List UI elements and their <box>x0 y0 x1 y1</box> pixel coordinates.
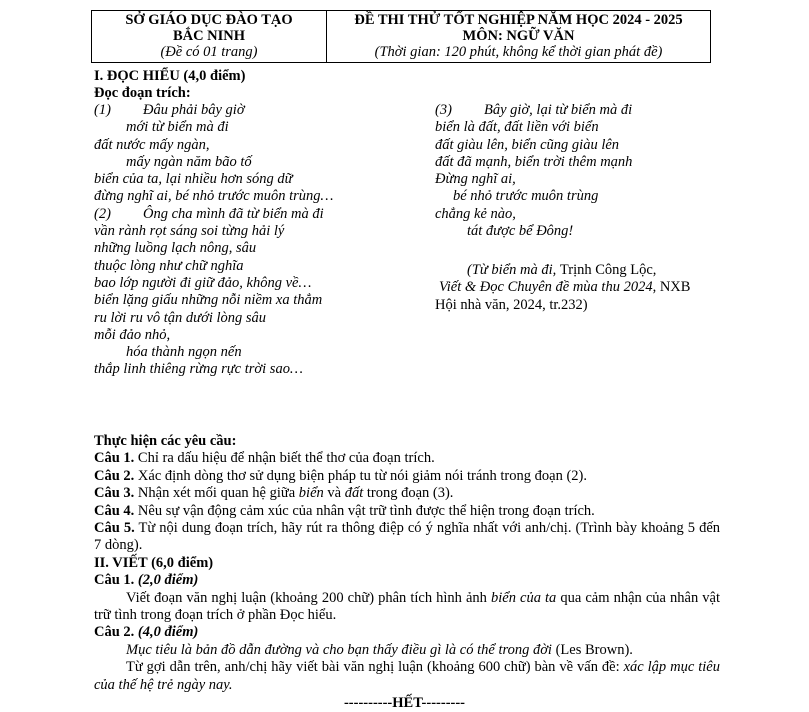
header-left <box>92 11 327 63</box>
poem-line: biển lặng giấu những nỗi niềm xa thẳm <box>94 292 323 309</box>
poem-right-column <box>435 102 632 240</box>
time-note: (Thời gian: 120 phút, không kể thời gian phát đề) <box>374 44 663 60</box>
writing-question-2-title: Câu 2. (4,0 điểm) <box>94 624 199 641</box>
poem-line: chẳng kẻ nào, <box>435 205 516 222</box>
poem-line: đừng nghĩ ai, bé nhỏ trước muôn trùng… <box>94 188 334 205</box>
questions-intro: Thực hiện các yêu cầu: <box>94 433 237 449</box>
poem-line: bé nhỏ trước muôn trùng <box>453 188 599 205</box>
poem-line: (1) Đâu phải bây giờ <box>94 102 245 118</box>
poem-source <box>435 262 690 314</box>
poem-line: đất nước mấy ngàn, <box>94 136 210 153</box>
poem-line: bao lớp người đi giữ đảo, không về… <box>94 274 312 291</box>
poem-line: những luồng lạch nông, sâu <box>94 240 257 257</box>
source-line: (Từ biển mà đi, Trịnh Công Lộc, <box>467 262 657 278</box>
page-count-note: (Đề có 01 trang) <box>160 44 258 60</box>
poem-line: vần rành rọt sáng soi từng hải lý <box>94 223 285 240</box>
question-1: Câu 1. Chỉ ra dấu hiệu để nhận biết thể thơ của đoạn trích. <box>94 450 435 467</box>
poem-line: (3) Bây giờ, lại từ biển mà đi <box>435 102 633 118</box>
writing-heading: II. VIẾT (6,0 điểm) <box>94 554 214 571</box>
poem-line: mỗi đảo nhỏ, <box>94 326 171 343</box>
writing-question-1-title: Câu 1. (2,0 điểm) <box>94 572 199 589</box>
questions-section <box>94 433 720 694</box>
poem-line: hóa thành ngọn nến <box>126 344 242 361</box>
poem-line: (2) Ông cha mình đã từ biển mà đi <box>94 205 324 222</box>
poem-line: biển của ta, lại nhiều hơn sóng dữ <box>94 171 293 188</box>
poem-line: biển là đất, đất liền với biển <box>435 119 599 136</box>
poem-line: Đừng nghĩ ai, <box>435 171 516 188</box>
header-right <box>327 11 711 63</box>
department-name: SỞ GIÁO DỤC ĐÀO TẠO <box>125 12 293 28</box>
writing-question-2-quote: Mục tiêu là bản đồ dẫn đường và cho bạn thấy điều gì là có thể trong đời (Les Brown). <box>126 641 633 658</box>
writing-question-2-text: Từ gợi dẫn trên, anh/chị hãy viết bài văn nghị luận (khoảng 600 chữ) bàn về vấn đề: xác lập mục tiêu của thế hệ trẻ ngày nay. <box>94 659 720 693</box>
stanza-number: (1) <box>94 102 111 118</box>
stanza-number: (3) <box>435 102 452 118</box>
question-4: Câu 4. Nêu sự vận động cảm xúc của nhân vật trữ tình được thể hiện trong đoạn trích. <box>94 502 595 519</box>
poem-line: tát được bể Đông! <box>467 223 574 240</box>
province-name: BẮC NINH <box>172 28 246 44</box>
poem-line: thắp linh thiêng rừng rực trời sao… <box>94 361 303 378</box>
reading-heading: I. ĐỌC HIỂU (4,0 điểm) <box>94 68 246 84</box>
end-marker: ----------HẾT--------- <box>343 695 466 711</box>
question-2: Câu 2. Xác định dòng thơ sử dụng biện pháp tu từ nói giảm nói tránh trong đoạn (2). <box>94 467 587 484</box>
writing-question-1-text: Viết đoạn văn nghị luận (khoảng 200 chữ) phân tích hình ảnh biển của ta qua cảm nhận của nhân vật trữ tình trong đoạn trích ở phần Đọc hiểu. <box>94 589 720 624</box>
source-line: Hội nhà văn, 2024, tr.232) <box>435 296 588 313</box>
exam-title: ĐỀ THI THỬ TỐT NGHIỆP NĂM HỌC 2024 - 2025 <box>354 12 683 28</box>
stanza-number: (2) <box>94 205 111 222</box>
question-3: Câu 3. Nhận xét mối quan hệ giữa biển và đất trong đoạn (3). <box>94 485 454 502</box>
poem-line: mấy ngàn năm bão tố <box>126 153 252 170</box>
subject-name: MÔN: NGỮ VĂN <box>462 28 575 44</box>
poem-line: đất đã mạnh, biển trời thêm mạnh <box>435 153 633 170</box>
poem-line: ru lời ru vô tận dưới lòng sâu <box>94 309 267 326</box>
reading-subheading: Đọc đoạn trích: <box>94 85 191 101</box>
poem-line: mới từ biển mà đi <box>126 119 229 136</box>
poem-line: thuộc lòng như chữ nghĩa <box>94 257 244 274</box>
poem-line: đất giàu lên, biển cũng giàu lên <box>435 136 620 153</box>
exam-header <box>91 10 711 63</box>
source-line: Viết & Đọc Chuyên đề mùa thu 2024, NXB <box>439 279 691 296</box>
poem-left-column <box>94 102 333 379</box>
question-5: Câu 5. Từ nội dung đoạn trích, hãy rút ra thông điệp có ý nghĩa nhất với anh/chị. (Trình bày khoảng 5 đến 7 dòng). <box>94 520 720 554</box>
